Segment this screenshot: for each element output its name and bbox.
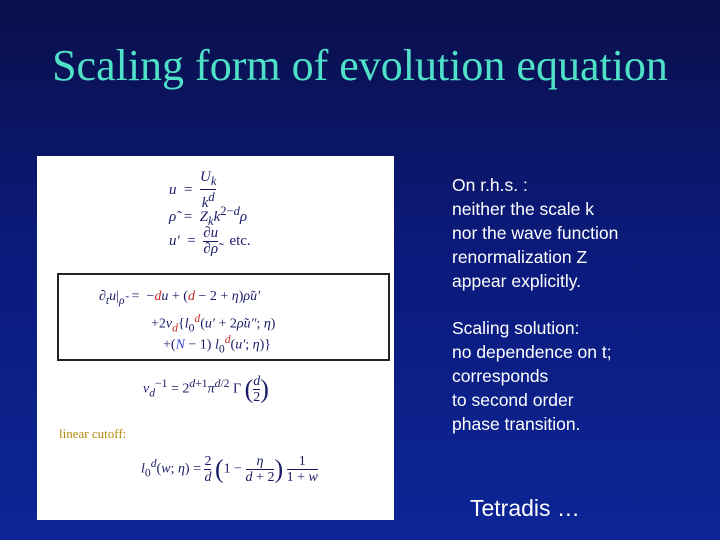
slide-title: Scaling form of evolution equation <box>52 41 668 90</box>
rhs-note-line: neither the scale k <box>452 199 595 219</box>
credit-text: Tetradis … <box>470 495 580 521</box>
eq-flow-line1: $\partial_tu|_{\rhõ} = -du + (d - 2$ + η)ρ̃u′ <box>99 289 261 307</box>
rhs-note-line: renormalization Z <box>452 247 588 267</box>
eq-rho-definition: ρ̃ = $Z_kk^{2-d}\rho$ <box>169 204 248 228</box>
linear-cutoff-label: linear cutoff: <box>59 426 127 441</box>
eq-flow-line3: +(N − 1) $l_0^d(u'$; η)} <box>163 333 271 356</box>
etc-label: etc. <box>229 232 251 249</box>
scaling-note-line: corresponds <box>452 366 549 386</box>
scaling-note <box>452 316 612 436</box>
evolution-equation-box <box>57 273 390 361</box>
eq-uprime-definition: u′ = $\frac{\partial u}{\partial\rhõ}$ etc. <box>169 225 251 257</box>
scaling-note-line: to second order <box>452 390 574 410</box>
scaling-note-line: no dependence on t; <box>452 342 612 362</box>
rhs-note-line: nor the wave function <box>452 223 619 243</box>
eq-flow-line2: $+2v_d\{l_0^d(u'$ + 2ρ̃u″; η) <box>151 312 276 335</box>
scaling-note-line: phase transition. <box>452 414 581 434</box>
eq-u-definition: u = $\frac{U_k}{k^d}$ <box>169 169 217 211</box>
rhs-note-line: appear explicitly. <box>452 271 582 291</box>
scaling-note-line: Scaling solution: <box>452 318 580 338</box>
eq-threshold-function: $l_0^d(w$; η) = $\frac{2}{d}$ (1 − $\frac{\eta}{d + 2}$ ) $\frac{1}{1 + w}$ <box>141 454 318 485</box>
rhs-note <box>452 173 618 293</box>
eq-vd-definition: $v_d^{-1} = 2^{d+1}\pi^{d/2}$ Γ ( $\frac{d}{2}$ ) <box>143 374 269 405</box>
rhs-note-line: On r.h.s. : <box>452 175 528 195</box>
equations-figure <box>37 156 394 520</box>
